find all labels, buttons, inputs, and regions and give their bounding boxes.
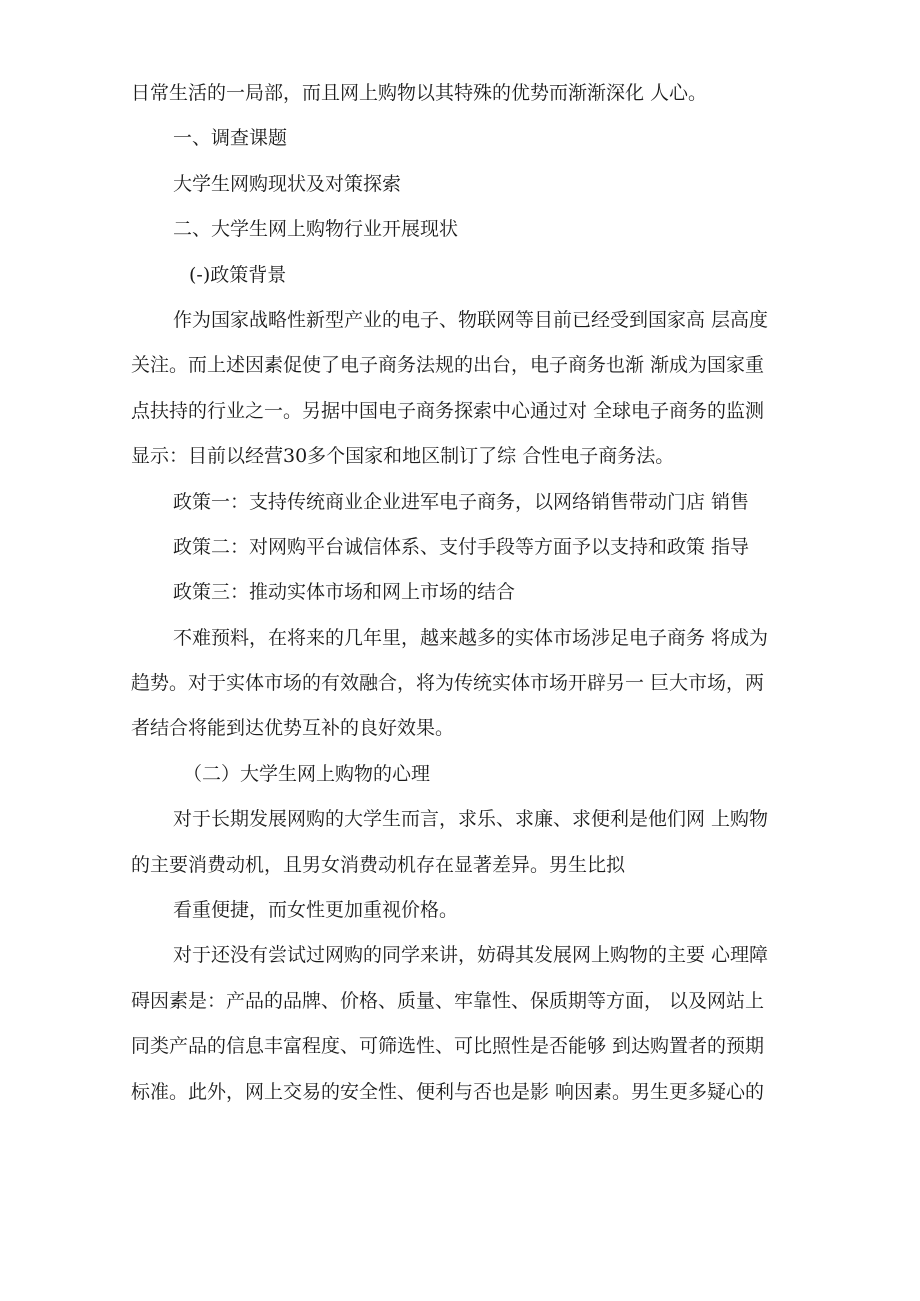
text-line: 二、大学生网上购物行业开展现状	[173, 218, 459, 241]
text-line: 作为国家战略性新型产业的电子、物联网等目前已经受到国家高 层高度	[173, 308, 769, 331]
text-line: 对于还没有尝试过网购的同学来讲，妨碍其发展网上购物的主要 心理障	[173, 944, 769, 967]
text-line: 标准。此外，网上交易的安全性、便利与否也是影 响因素。男生更多疑心的	[131, 1080, 765, 1103]
text-line: （二）大学生网上购物的心理	[183, 762, 431, 785]
text-line: 碍因素是：产品的品牌、价格、质量、牢靠性、保质期等方面， 以及网站上	[131, 989, 765, 1012]
text-line: 显示：目前以经营30多个国家和地区制订了综 合性电子商务法。	[131, 445, 675, 468]
text-line: 的主要消费动机，且男女消费动机存在显著差异。男生比拟	[131, 853, 626, 876]
text-line: 政策三：推动实体市场和网上市场的结合	[173, 581, 516, 604]
text-line: 点扶持的行业之一。另据中国电子商务探索中心通过对 全球电子商务的监测	[131, 399, 765, 422]
text-line: 政策一：支持传统商业企业进军电子商务，以网络销售带动门店 销售	[173, 490, 750, 513]
text-line: 趋势。对于实体市场的有效融合，将为传统实体市场开辟另一 巨大市场，两	[131, 672, 765, 695]
body-text	[131, 81, 803, 1125]
text-line: 关注。而上述因素促使了电子商务法规的出台，电子商务也渐 渐成为国家重	[131, 354, 765, 377]
text-line: 大学生网购现状及对策探索	[173, 172, 402, 195]
text-line: 者结合将能到达优势互补的良好效果。	[131, 717, 455, 740]
text-line: 一、调查课题	[173, 127, 288, 150]
text-line: 同类产品的信息丰富程度、可筛选性、可比照性是否能够 到达购置者的预期	[131, 1035, 765, 1058]
text-line: 日常生活的一局部，而且网上购物以其特殊的优势而渐渐深化 人心。	[131, 82, 708, 104]
text-line: 政策二：对网购平台诚信体系、支付手段等方面予以支持和政策 指导	[173, 535, 750, 558]
text-line: (-)政策背景	[189, 263, 287, 286]
text-line: 不难预料，在将来的几年里，越来越多的实体市场涉足电子商务 将成为	[173, 626, 769, 649]
text-line: 对于长期发展网购的大学生而言，求乐、求廉、求便利是他们网 上购物	[173, 808, 769, 831]
text-line: 看重便捷，而女性更加重视价格。	[173, 899, 459, 922]
